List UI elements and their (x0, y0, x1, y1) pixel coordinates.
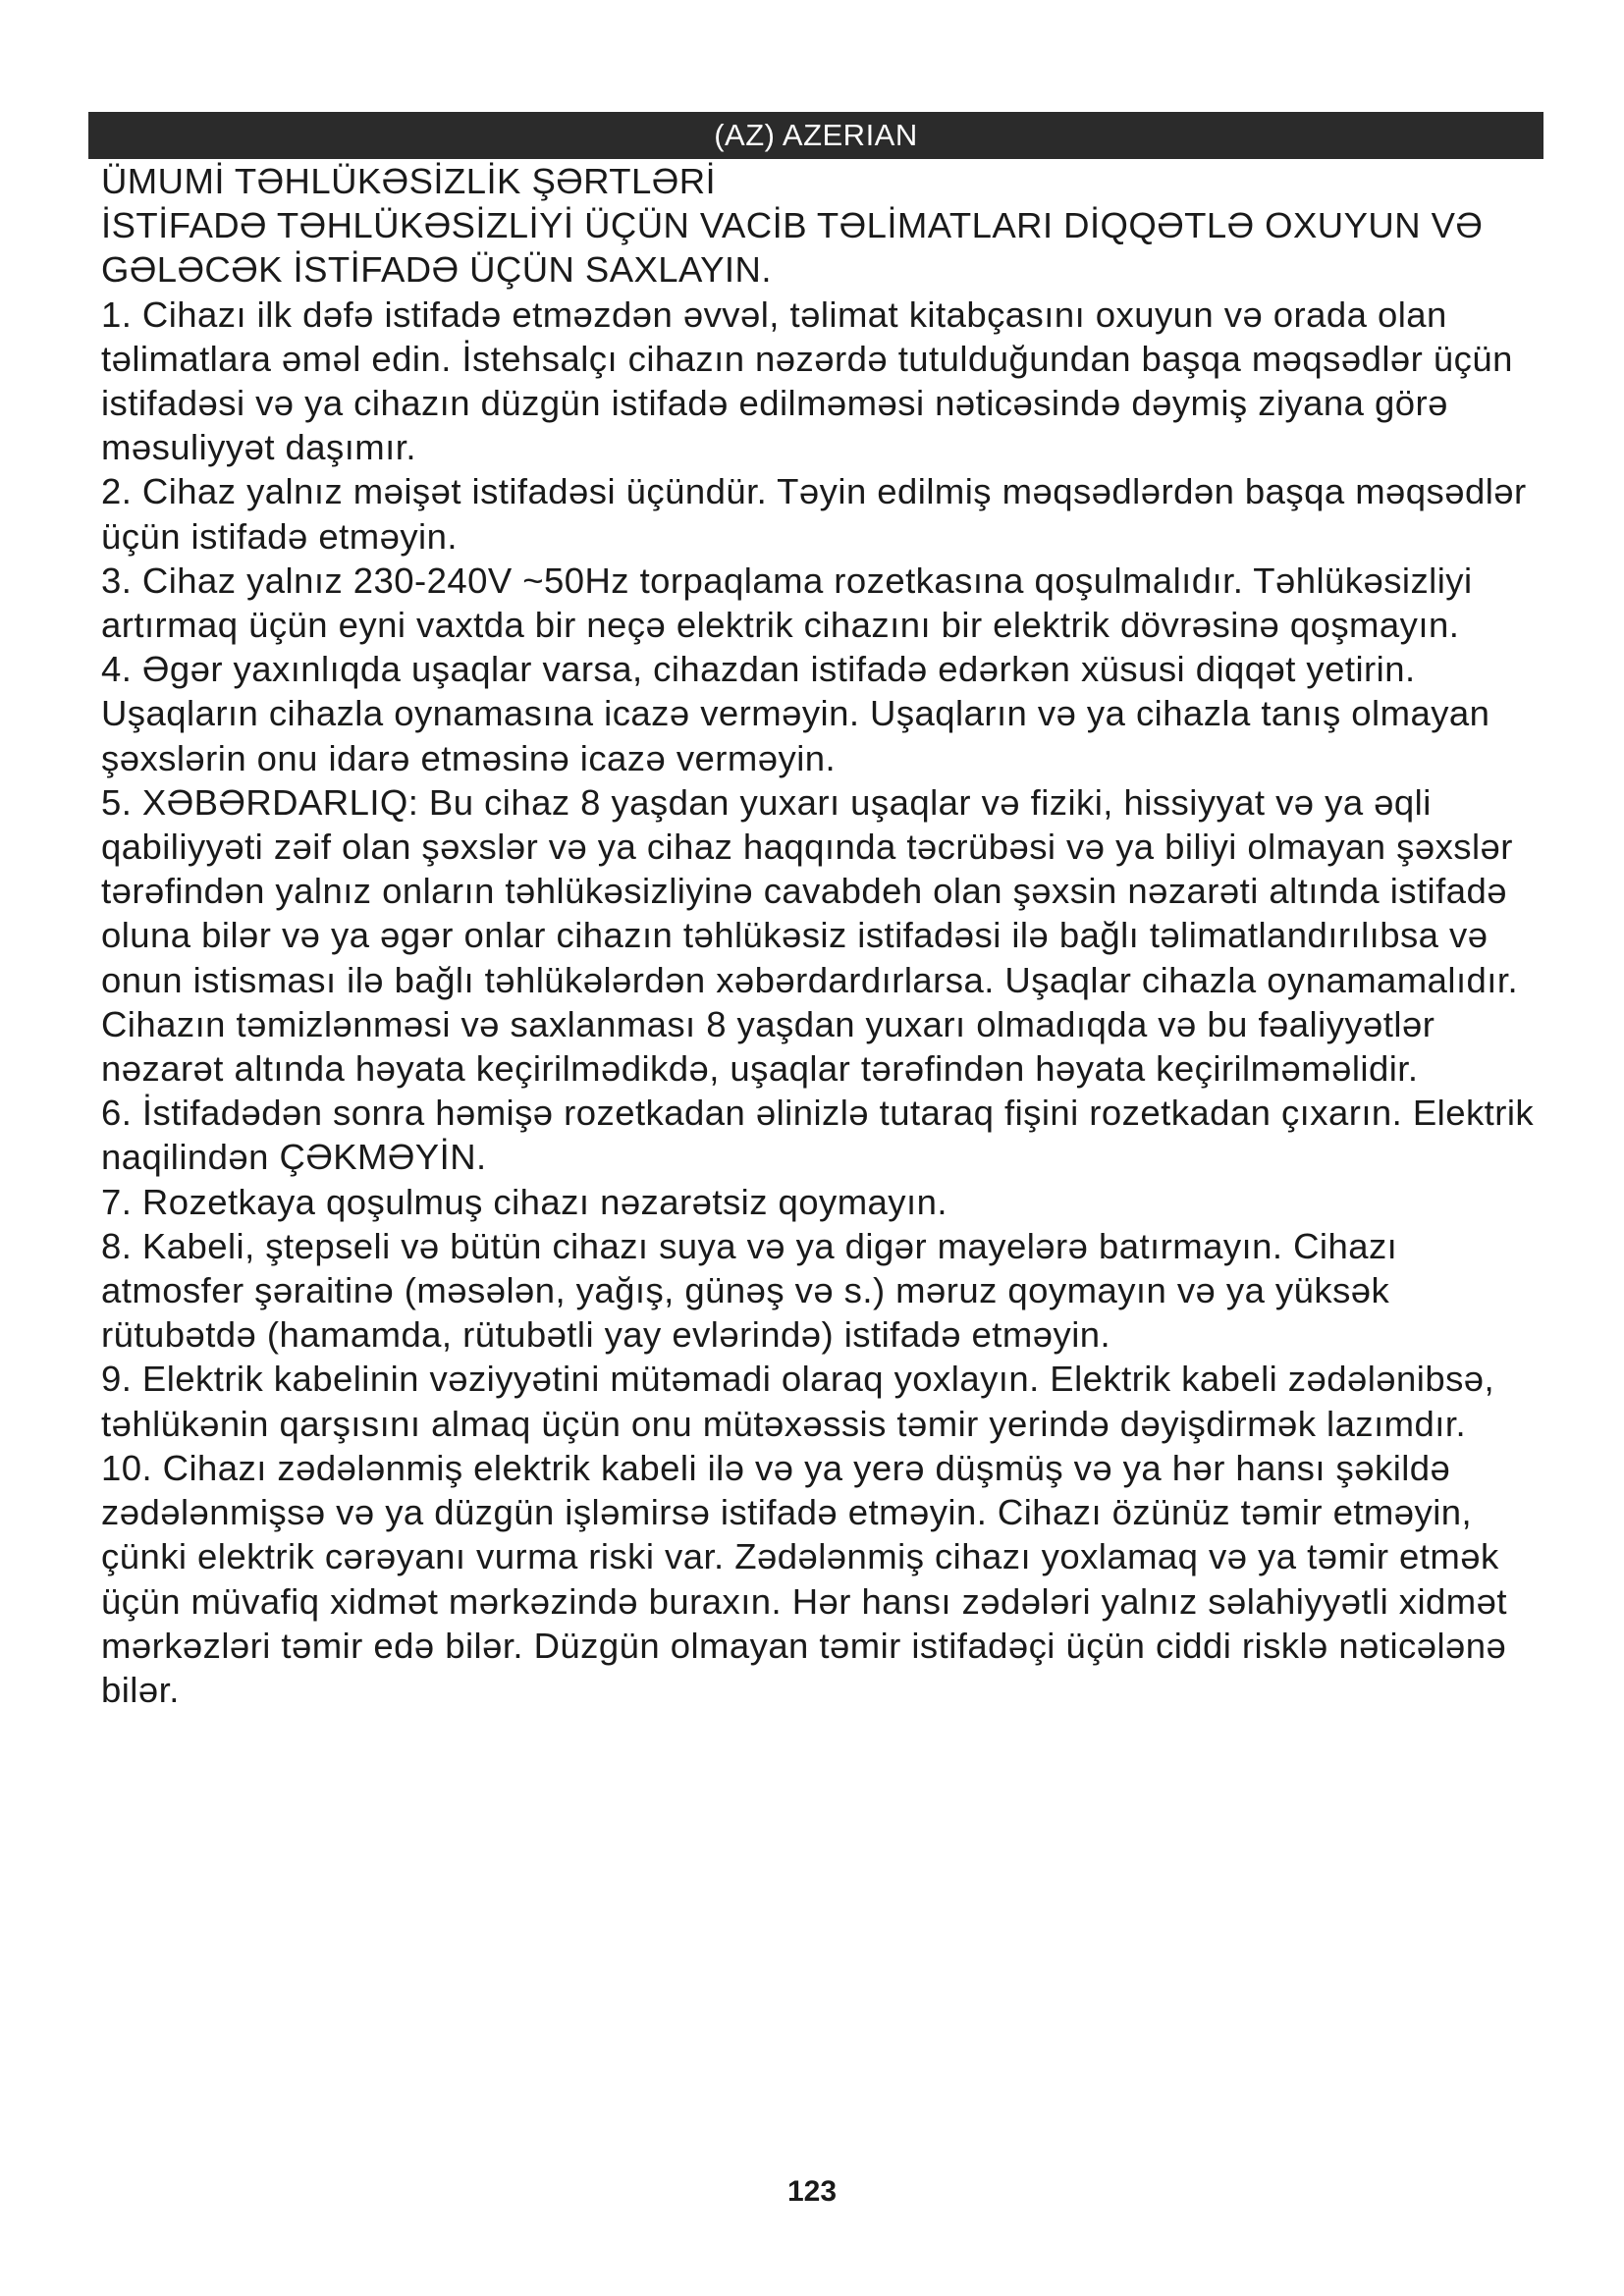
instruction-item-10: 10. Cihazı zədələnmiş elektrik kabeli ilə və ya yerə düşmüş və ya hər hansı şəkildə zədələnmişsə və ya düzgün işləmirsə istifadə etməyin. Cihazı özünüz təmir etməyin, çünki elektrik cərəyanı vurma riski var. Zədələnmiş cihazı yoxlamaq və ya təmir etmək üçün müvafiq xidmət mərkəzində buraxın. Hər hansı zədələri yalnız səlahiyyətli xidmət mərkəzləri təmir edə bilər. Düzgün olmayan təmir istifadəçi üçün ciddi risklə nəticələnə bilər. (101, 1447, 1507, 1710)
instruction-item-1: 1. Cihazı ilk dəfə istifadə etməzdən əvvəl, təlimat kitabçasını oxuyun və orada olan təlimatlara əməl edin. İstehsalçı cihazın nəzərdə tutulduğundan başqa məqsədlər üçün istifadəsi və ya cihazın düzgün istifadə edilməməsi nəticəsində dəymiş ziyana görə məsuliyyət daşımır. (101, 294, 1513, 468)
instruction-item-5: 5. XƏBƏRDARLIQ: Bu cihaz 8 yaşdan yuxarı uşaqlar və fiziki, hissiyyat və ya əqli qabiliyyəti zəif olan şəxslər və ya cihaz haqqında təcrübəsi və ya biliyi olmayan şəxslər tərəfindən yalnız onların təhlükəsizliyinə cavabdeh olan şəxsin nəzarəti altında istifadə oluna bilər və ya əgər onlar cihazın təhlükəsiz istifadəsi ilə bağlı təlimatlandırılıbsa və onun istisması ilə bağlı təhlükələrdən xəbərdardırlarsa. Uşaqlar cihazla oynamamalıdır. Cihazın təmizlənməsi və saxlanması 8 yaşdan yuxarı olmadıqda və bu fəaliyyətlər nəzarət altında həyata keçirilmədikdə, uşaqlar tərəfindən həyata keçirilməməlidir. (101, 781, 1519, 1090)
intro-notice: İSTİFADƏ TƏHLÜKƏSİZLİYİ ÜÇÜN VACİB TƏLİMATLARI DİQQƏTLƏ OXUYUN VƏ GƏLƏCƏK İSTİFADƏ ÜÇÜN SAXLAYIN. (101, 205, 1484, 291)
instruction-item-4: 4. Əgər yaxınlıqda uşaqlar varsa, cihazdan istifadə edərkən xüsusi diqqət yetirin. Uşaqların cihazla oynamasına icazə verməyin. Uşaqların və ya cihazla tanış olmayan şəxslərin onu idarə etməsinə icazə verməyin. (101, 649, 1490, 778)
instruction-item-7: 7. Rozetkaya qoşulmuş cihazı nəzarətsiz qoymayın. (101, 1181, 947, 1222)
language-label: (AZ) AZERIAN (714, 118, 918, 152)
instruction-item-6: 6. İstifadədən sonra həmişə rozetkadan əlinizlə tutaraq fişini rozetkadan çıxarın. Elektrik naqilindən ÇƏKMƏYİN. (101, 1093, 1535, 1178)
instruction-item-2: 2. Cihaz yalnız məişət istifadəsi üçündür. Təyin edilmiş məqsədlərdən başqa məqsədlər üçün istifadə etməyin. (101, 471, 1527, 557)
page-number: 123 (786, 2175, 838, 2208)
section-title: ÜMUMİ TƏHLÜKƏSİZLİK ŞƏRTLƏRİ (101, 161, 717, 201)
language-header-bar (88, 112, 1543, 159)
instruction-item-3: 3. Cihaz yalnız 230-240V ~50Hz torpaqlama rozetkasına qoşulmalıdır. Təhlükəsizliyi artırmaq üçün eyni vaxtda bir neçə elektrik cihazını bir elektrik dövrəsinə qoşmayın. (101, 560, 1473, 646)
instruction-item-9: 9. Elektrik kabelinin vəziyyətini mütəmadi olaraq yoxlayın. Elektrik kabeli zədələnibsə, təhlükənin qarşısını almaq üçün onu mütəxəssis təmir yerində dəyişdirmək lazımdır. (101, 1359, 1495, 1444)
safety-instructions-content (101, 159, 1544, 1712)
instruction-item-8: 8. Kabeli, ştepseli və bütün cihazı suya və ya digər mayelərə batırmayın. Cihazı atmosfer şəraitinə (məsələn, yağış, günəş və s.) məruz qoymayın və ya yüksək rütubətdə (hamamda, rütubətli yay evlərində) istifadə etməyin. (101, 1225, 1398, 1356)
